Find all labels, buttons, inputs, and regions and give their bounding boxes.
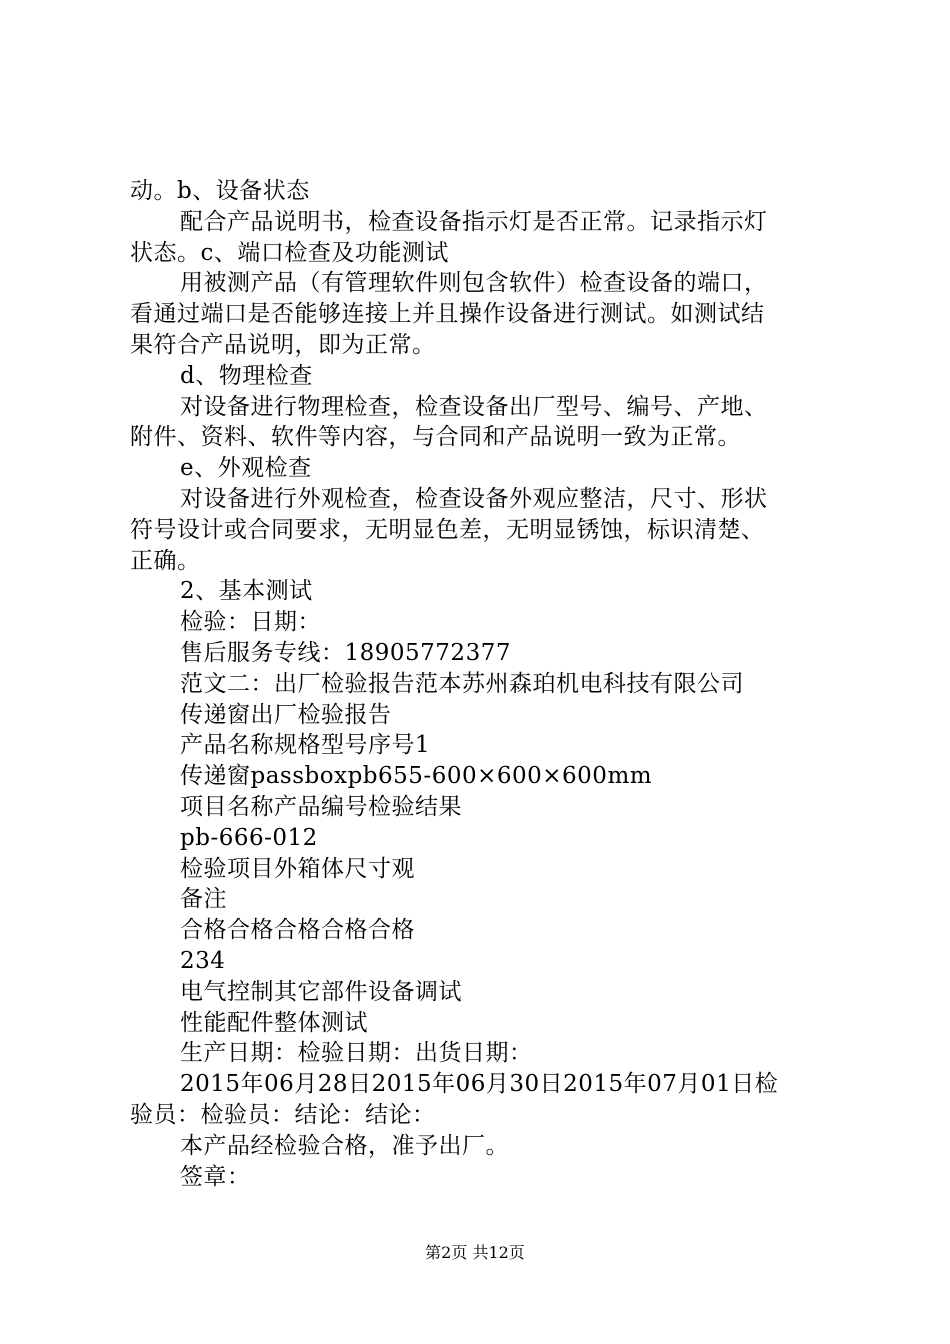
text-line: 符号设计或合同要求，无明显色差，无明显锈蚀，标识清楚、 — [130, 516, 765, 543]
text-line: 范文二：出厂检验报告范本苏州森珀机电科技有限公司 — [180, 670, 744, 697]
text-line: 2、基本测试 — [180, 578, 313, 605]
text-line: e、外观检查 — [180, 455, 312, 482]
text-line: 生产日期：检验日期：出货日期： — [180, 1040, 533, 1067]
text-line: 检验：日期： — [180, 609, 321, 636]
text-line: 看通过端口是否能够连接上并且操作设备进行测试。如测试结 — [130, 301, 765, 328]
text-line: d、物理检查 — [180, 362, 313, 389]
text-line: 果符合产品说明，即为正常。 — [130, 331, 436, 358]
text-line: 备注 — [180, 886, 227, 913]
text-line: 对设备进行物理检查，检查设备出厂型号、编号、产地、 — [180, 393, 768, 420]
text-line: 状态。c、端口检查及功能测试 — [130, 239, 449, 266]
text-line: 合格合格合格合格合格 — [180, 917, 415, 944]
text-line: 本产品经检验合格，准予出厂。 — [180, 1132, 509, 1159]
text-line: 2015年06月28日2015年06月30日2015年07月01日检 — [180, 1071, 779, 1098]
text-line: 动。b、设备状态 — [130, 178, 310, 204]
text-line: 产品名称规格型号序号1 — [180, 732, 431, 759]
text-line: 正确。 — [130, 547, 201, 574]
text-line: 传递窗出厂检验报告 — [180, 701, 392, 728]
text-line: 配合产品说明书，检查设备指示灯是否正常。记录指示灯 — [180, 208, 768, 235]
text-line: 234 — [180, 947, 226, 974]
text-line: 检验项目外箱体尺寸观 — [180, 855, 415, 882]
text-line: 售后服务专线：18905772377 — [180, 639, 511, 666]
text-line: 签章： — [180, 1163, 251, 1190]
text-line: 附件、资料、软件等内容，与合同和产品说明一致为正常。 — [130, 424, 741, 451]
text-line: pb-666-012 — [180, 824, 318, 851]
text-line: 传递窗passboxpb655-600×600×600mm — [180, 763, 653, 790]
page-footer: 第2页 共12页 — [425, 1243, 525, 1262]
text-line: 性能配件整体测试 — [180, 1009, 368, 1036]
text-line: 电气控制其它部件设备调试 — [180, 978, 462, 1005]
document-body — [130, 176, 830, 1192]
text-line: 项目名称产品编号检验结果 — [180, 793, 462, 820]
text-line: 对设备进行外观检查，检查设备外观应整洁，尺寸、形状 — [180, 485, 768, 512]
text-line: 验员：检验员：结论：结论： — [130, 1101, 436, 1128]
text-line: 用被测产品（有管理软件则包含软件）检查设备的端口， — [180, 270, 768, 297]
